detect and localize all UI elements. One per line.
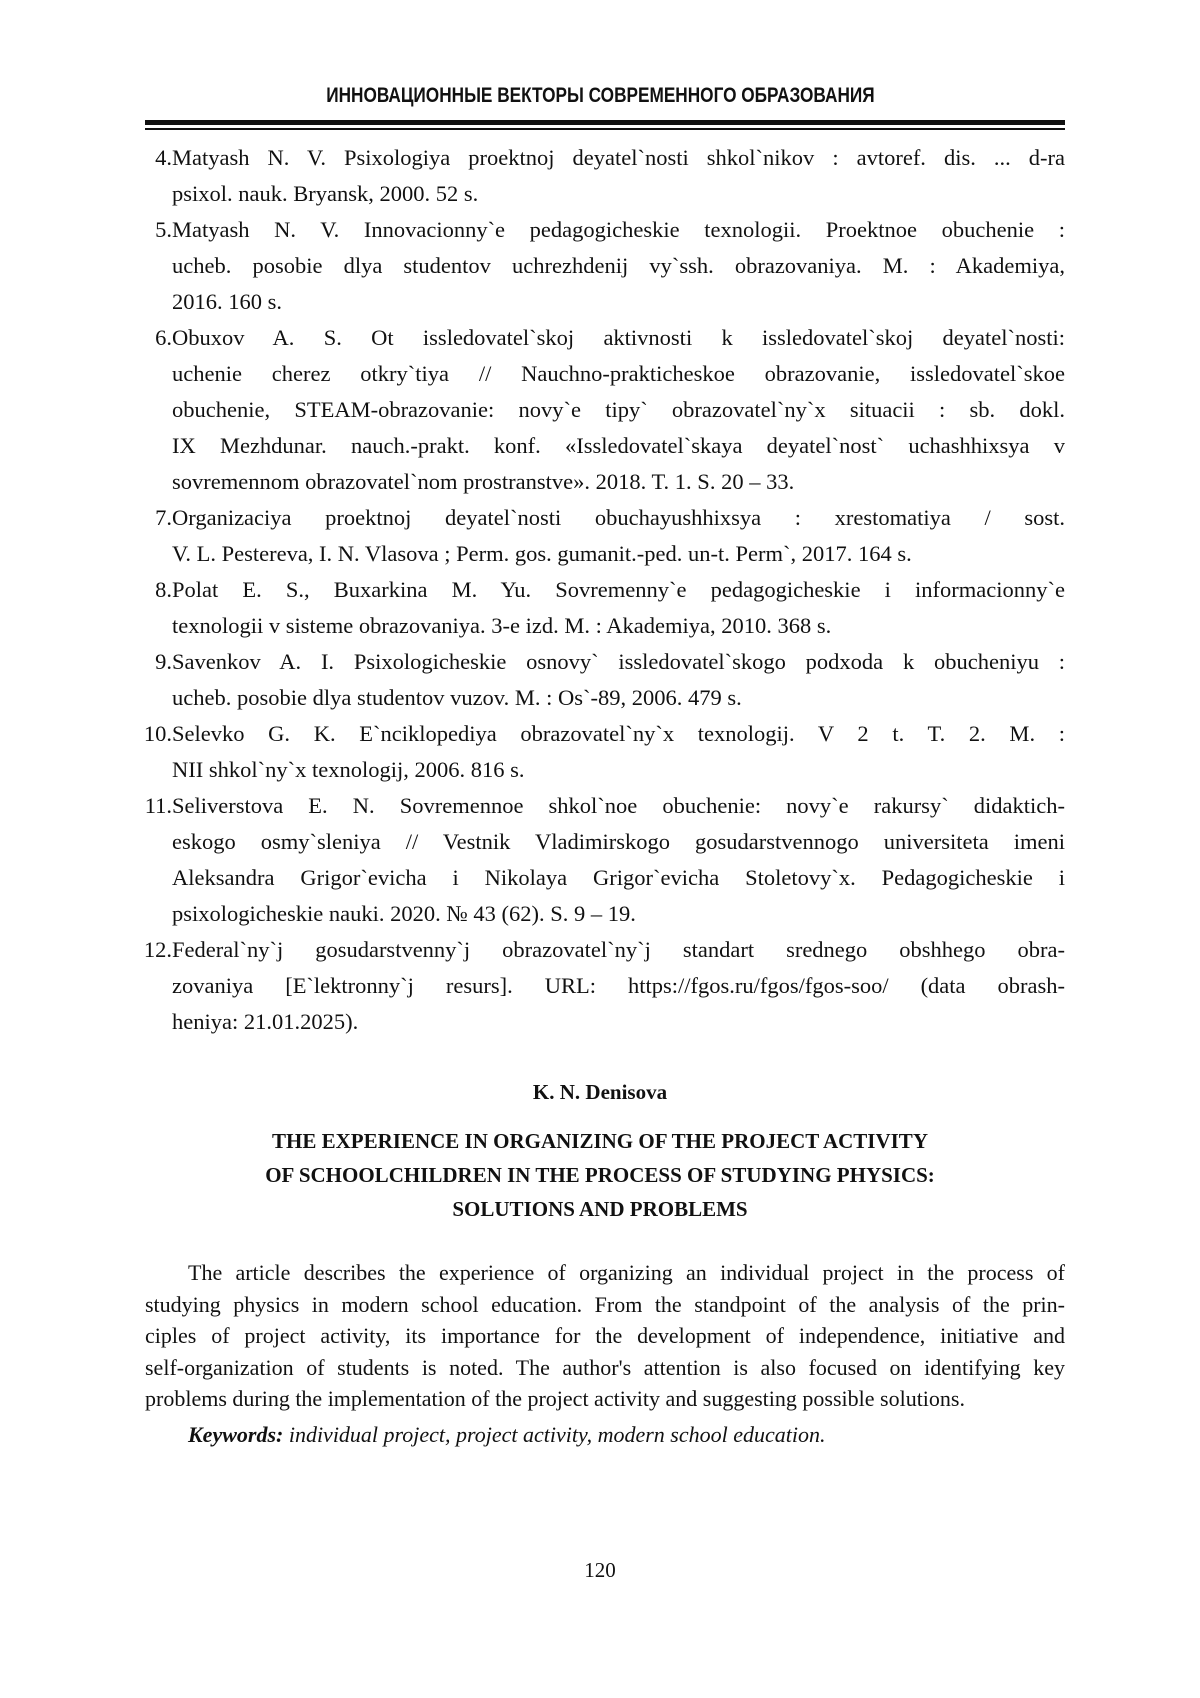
reference-line: IX Mezhdunar. nauch.-prakt. konf. «Issledovatel`skaya deyatel`nost` uchashhixsya v: [172, 428, 1065, 464]
reference-item: [145, 932, 1065, 1040]
reference-line: psixologicheskie nauki. 2020. № 43 (62). S. 9 – 19.: [172, 896, 1065, 932]
reference-line: Seliverstova E. N. Sovremennoe shkol`noe obuchenie: novy`e rakursy` didaktich-: [172, 788, 1065, 824]
keywords-text: individual project, project activity, modern school education.: [283, 1422, 825, 1447]
reference-line: Organizaciya proektnoj deyatel`nosti obuchayushhixsya : xrestomatiya / sost.: [172, 500, 1065, 536]
running-header: [0, 84, 1200, 108]
running-title: ИННОВАЦИОННЫЕ ВЕКТОРЫ СОВРЕМЕННОГО ОБРАЗОВАНИЯ: [326, 84, 874, 108]
abstract-line: ciples of project activity, its importance for the development of independence, initiative and: [145, 1320, 1065, 1352]
header-rule-thick: [145, 120, 1065, 125]
abstract-line: studying physics in modern school education. From the standpoint of the analysis of the prin-: [145, 1289, 1065, 1321]
reference-line: obuchenie, STEAM-obrazovanie: novy`e tipy` obrazovatel`ny`x situacii : sb. dokl.: [172, 392, 1065, 428]
abstract-line: problems during the implementation of the project activity and suggesting possible solutions.: [145, 1383, 1065, 1415]
reference-line: Aleksandra Grigor`evicha i Nikolaya Grigor`evicha Stoletovy`x. Pedagogicheskie i: [172, 860, 1065, 896]
reference-line: ucheb. posobie dlya studentov vuzov. M. : Os`-89, 2006. 479 s.: [172, 680, 1065, 716]
reference-line: sovremennom obrazovatel`nom prostranstve». 2018. T. 1. S. 20 – 33.: [172, 464, 1065, 500]
reference-number: 6.: [155, 320, 172, 356]
reference-list: [145, 140, 1065, 1040]
reference-number: 10.: [144, 716, 172, 752]
reference-line: Matyash N. V. Psixologiya proektnoj deyatel`nosti shkol`nikov : avtoref. dis. ... d-ra: [172, 140, 1065, 176]
title-line: OF SCHOOLCHILDREN IN THE PROCESS OF STUDYING PHYSICS:: [0, 1158, 1200, 1192]
reference-line: heniya: 21.01.2025).: [172, 1004, 1065, 1040]
reference-item: [145, 716, 1065, 788]
page-number: 120: [0, 1558, 1200, 1583]
reference-number: 11.: [145, 788, 172, 824]
reference-line: Federal`ny`j gosudarstvenny`j obrazovatel`ny`j standart srednego obshhego obra-: [172, 932, 1065, 968]
reference-line: Savenkov A. I. Psixologicheskie osnovy` issledovatel`skogo podxoda k obucheniyu :: [172, 644, 1065, 680]
reference-number: 8.: [155, 572, 172, 608]
reference-line: zovaniya [E`lektronny`j resurs]. URL: https://fgos.ru/fgos/fgos-soo/ (data obrash-: [172, 968, 1065, 1004]
reference-line: psixol. nauk. Bryansk, 2000. 52 s.: [172, 176, 1065, 212]
reference-line: 2016. 160 s.: [172, 284, 1065, 320]
abstract-line: self-organization of students is noted. The author's attention is also focused on identifying key: [145, 1352, 1065, 1384]
keywords-label: Keywords:: [188, 1422, 283, 1447]
article-author: K. N. Denisova: [0, 1080, 1200, 1105]
reference-item: [145, 320, 1065, 500]
reference-line: uchenie cherez otkry`tiya // Nauchno-prakticheskoe obrazovanie, issledovatel`skoe: [172, 356, 1065, 392]
reference-item: [145, 212, 1065, 320]
article-title: [0, 1124, 1200, 1226]
reference-number: 12.: [144, 932, 172, 968]
reference-number: 5.: [155, 212, 172, 248]
reference-line: NII shkol`ny`x texnologij, 2006. 816 s.: [172, 752, 1065, 788]
reference-line: texnologii v sisteme obrazovaniya. 3-e izd. M. : Akademiya, 2010. 368 s.: [172, 608, 1065, 644]
reference-line: eskogo osmy`sleniya // Vestnik Vladimirskogo gosudarstvennogo universiteta imeni: [172, 824, 1065, 860]
header-rule-thin: [145, 128, 1065, 130]
reference-item: [145, 572, 1065, 644]
reference-line: ucheb. posobie dlya studentov uchrezhdenij vy`ssh. obrazovaniya. M. : Akademiya,: [172, 248, 1065, 284]
reference-line: Matyash N. V. Innovacionny`e pedagogicheskie texnologii. Proektnoe obuchenie :: [172, 212, 1065, 248]
reference-line: Polat E. S., Buxarkina M. Yu. Sovremenny`e pedagogicheskie i informacionny`e: [172, 572, 1065, 608]
title-line: SOLUTIONS AND PROBLEMS: [0, 1192, 1200, 1226]
reference-number: 9.: [155, 644, 172, 680]
reference-number: 4.: [155, 140, 172, 176]
keywords: [145, 1417, 1065, 1453]
reference-item: [145, 140, 1065, 212]
reference-number: 7.: [155, 500, 172, 536]
reference-line: Obuxov A. S. Ot issledovatel`skoj aktivnosti k issledovatel`skoj deyatel`nosti:: [172, 320, 1065, 356]
reference-line: V. L. Pestereva, I. N. Vlasova ; Perm. gos. gumanit.-ped. un-t. Perm`, 2017. 164 s.: [172, 536, 1065, 572]
reference-item: [145, 500, 1065, 572]
reference-line: Selevko G. K. E`nciklopediya obrazovatel`ny`x texnologij. V 2 t. T. 2. M. :: [172, 716, 1065, 752]
reference-item: [145, 644, 1065, 716]
abstract: [145, 1257, 1065, 1453]
abstract-line: The article describes the experience of organizing an individual project in the process of: [145, 1257, 1065, 1289]
reference-item: [145, 788, 1065, 932]
title-line: THE EXPERIENCE IN ORGANIZING OF THE PROJECT ACTIVITY: [0, 1124, 1200, 1158]
